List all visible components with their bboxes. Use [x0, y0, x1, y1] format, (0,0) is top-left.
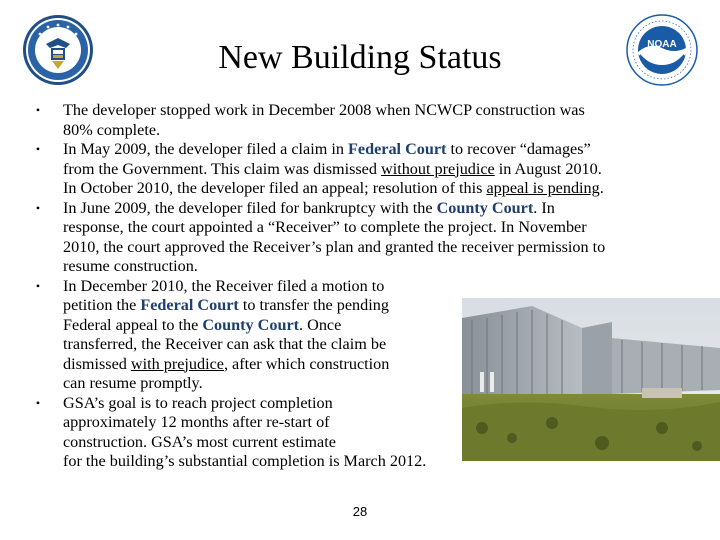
page-number: 28: [352, 504, 368, 519]
bullet-text: The developer stopped work in December 2008 when NCWCP construction was 80% complete.: [63, 101, 585, 139]
noaa-logo: [626, 14, 698, 86]
commerce-seal-logo: [22, 14, 94, 86]
bullet-list: [28, 101, 618, 472]
federal-court-text: Federal Court: [348, 140, 447, 158]
bullet-text: for the building’s substantial completion is March 2012.: [63, 452, 427, 470]
underlined-text: without prejudice: [381, 159, 495, 178]
bullet-text: Federal appeal to the: [63, 315, 203, 334]
underlined-text: with prejudice: [130, 354, 224, 373]
bullet-text: petition the: [63, 296, 141, 314]
bullet-text: .: [599, 179, 604, 197]
bullet-text: In June 2009, the developer filed for bankruptcy with the: [63, 198, 437, 217]
county-court-text: County Court: [202, 315, 300, 334]
bullet-dot: •: [35, 103, 41, 117]
bullet-text: to recover “damages” from the Government. This claim was dismissed: [63, 140, 591, 178]
bullet-text: can resume promptly.: [63, 374, 203, 392]
bullet-text: , after which construction: [223, 354, 390, 373]
county-court-text: County Court: [436, 198, 534, 217]
bullet-item: [28, 394, 618, 472]
bullet-text: GSA’s goal is to reach project completion: [63, 393, 333, 412]
bullet-text: In December 2010, the Receiver filed a motion to: [63, 276, 385, 295]
bullet-dot: •: [35, 395, 41, 410]
bullet-dot: •: [35, 278, 41, 293]
federal-court-text: Federal Court: [140, 296, 239, 314]
bullet-text: construction. GSA’s most current estimate: [63, 432, 336, 451]
bullet-text: approximately 12 months after re-start of: [63, 413, 330, 431]
bullet-text: dismissed: [63, 354, 131, 373]
svg-text:NOAA: NOAA: [647, 39, 677, 50]
bullet-text: . In response, the court appointed a “Receiver” to complete the project. In November 2010, the court approved the Receiver’s plan and granted the receiver permission to resume construction.: [63, 198, 606, 275]
bullet-item: [28, 101, 618, 140]
bullet-text: . Once: [299, 315, 342, 334]
slide-title: New Building Status: [218, 39, 502, 76]
bullet-dot: •: [35, 142, 41, 156]
bullet-text: in August 2010. In October 2010, the developer filed an appeal; resolution of this: [63, 159, 602, 197]
bullet-text: In May 2009, the developer filed a claim in: [63, 140, 348, 158]
bullet-dot: •: [35, 200, 41, 215]
bullet-text: transferred, the Receiver can ask that the claim be: [63, 335, 387, 353]
bullet-item: [28, 277, 618, 394]
bullet-item: [28, 199, 618, 277]
bullet-item: [28, 140, 618, 199]
underlined-text: appeal is pending: [486, 179, 600, 197]
bullet-text: to transfer the pending: [238, 296, 389, 314]
